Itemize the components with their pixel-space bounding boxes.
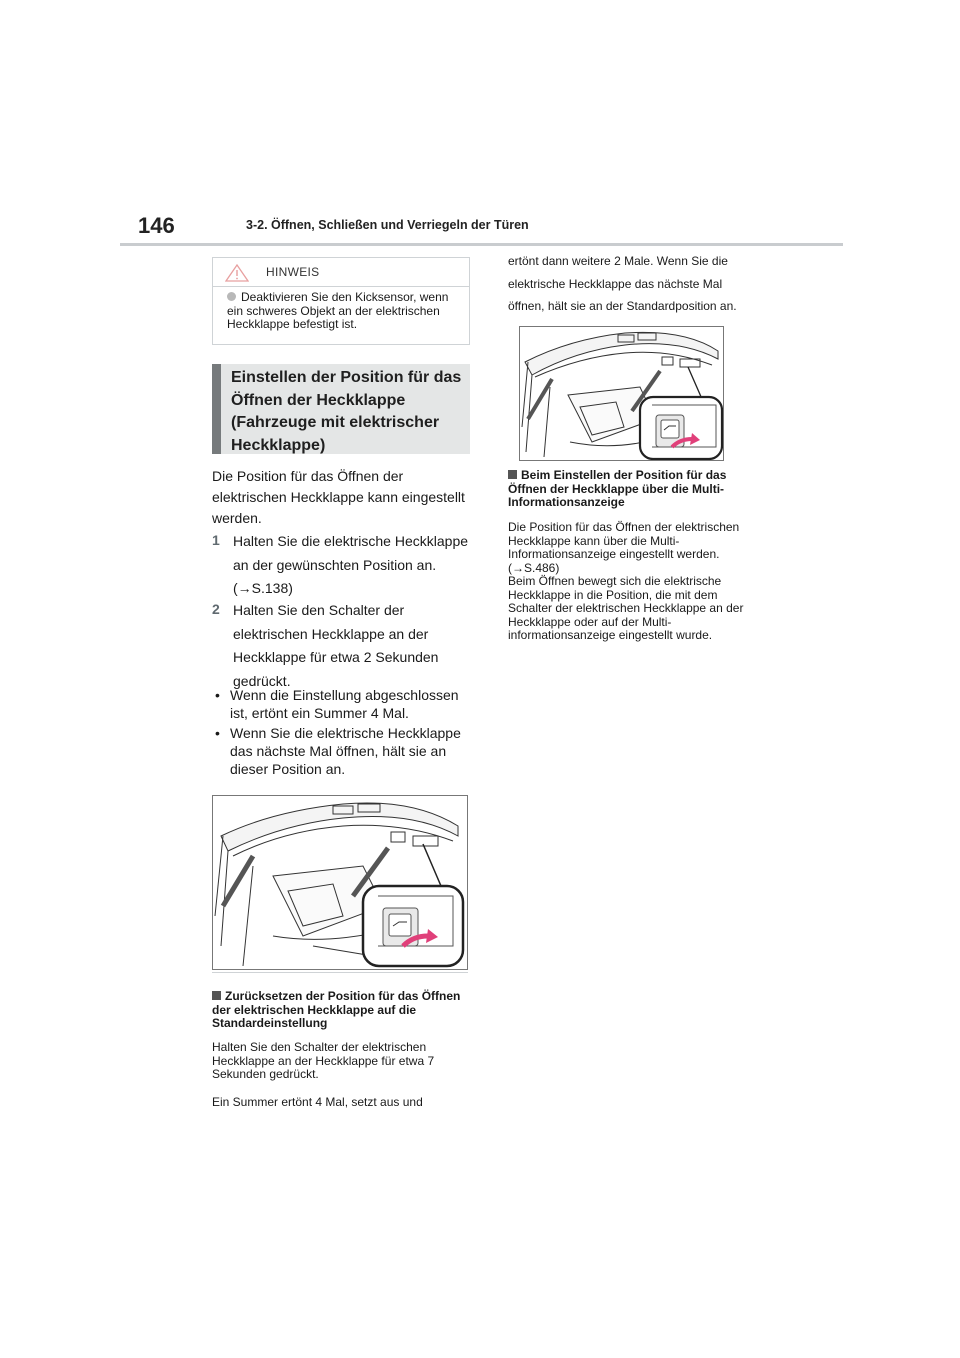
tailgate-illustration xyxy=(212,795,468,970)
header-divider xyxy=(120,243,843,246)
section-heading-box xyxy=(212,364,470,454)
list-item: • Wenn die Einstellung abgeschlossen ist, ertönt ein Summer 4 Mal. xyxy=(215,687,459,721)
square-marker-icon xyxy=(508,470,517,479)
bullet-text: Wenn Sie die elektrische Heckklappe das nächste Mal öffnen, hält sie an dieser Position an. xyxy=(230,725,461,777)
bullet-text: Wenn die Einstellung abgeschlossen ist, ertönt ein Summer 4 Mal. xyxy=(230,687,459,721)
section-title: 3-2. Öffnen, Schließen und Verriegeln der Türen xyxy=(246,218,529,232)
list-item: • Wenn Sie die elektrische Heckklappe das nächste Mal öffnen, hält sie an dieser Position an. xyxy=(215,725,461,777)
reset-heading xyxy=(212,990,474,1031)
multi-info-paragraph-1: Die Position für das Öffnen der elektrischen Heckklappe kann über die Multi-Informationsanzeige eingestellt werden. (→S.486) xyxy=(508,520,740,575)
notice-title: HINWEIS xyxy=(266,265,320,279)
tailgate-illustration-2 xyxy=(519,326,724,461)
result-bullets xyxy=(212,686,472,780)
step-number: 1 xyxy=(212,532,220,548)
tailgate-drawing-2 xyxy=(520,327,724,461)
reset-paragraph-2: Ein Summer ertönt 4 Mal, setzt aus und xyxy=(212,1095,423,1109)
notice-header xyxy=(213,258,469,287)
warning-triangle-icon xyxy=(225,264,249,282)
step-text: Halten Sie die elektrische Heckklappe an der gewünschten Position an. (→S.138) xyxy=(233,533,469,596)
notice-box xyxy=(212,257,470,345)
step-number: 2 xyxy=(212,601,220,617)
multi-info-paragraph-2: Beim Öffnen bewegt sich die elektrische Heckklappe in die Position, die mit dem Schalter der elektrischen Heckklappe an der Heckklappe oder auf der Multi-informationsanzeige eingestellt wurde. xyxy=(508,574,744,642)
multi-info-heading-text: Beim Einstellen der Position für das Öffnen der Heckklappe über die Multi-Informationsanzeige xyxy=(508,468,727,509)
figure-divider xyxy=(212,972,468,973)
step-text: Halten Sie den Schalter der elektrischen Heckklappe an der Heckklappe für etwa 2 Sekunden gedrückt. xyxy=(233,602,439,689)
reset-paragraph-3: ertönt dann weitere 2 Male. Wenn Sie die elektrische Heckklappe das nächste Mal öffnen, hält sie an der Standardposition an. xyxy=(508,254,737,313)
square-marker-icon xyxy=(212,991,221,1000)
page-number: 146 xyxy=(138,213,175,238)
tailgate-drawing xyxy=(213,796,468,970)
notice-body xyxy=(227,291,465,332)
section-heading: Einstellen der Position für das Öffnen der Heckklappe (Fahrzeuge mit elektrischer Heckklappe) xyxy=(231,369,462,454)
notice-text: Deaktivieren Sie den Kicksensor, wenn ein schweres Objekt an der elektrischen Heckklappe befestigt ist. xyxy=(227,290,449,331)
multi-info-heading xyxy=(508,469,748,510)
circle-bullet-icon xyxy=(227,292,236,301)
reset-heading-text: Zurücksetzen der Position für das Öffnen der elektrischen Heckklappe auf die Standardeinstellung xyxy=(212,989,461,1030)
reset-paragraph-1: Halten Sie den Schalter der elektrischen Heckklappe an der Heckklappe für etwa 7 Sekunden gedrückt. xyxy=(212,1040,435,1081)
intro-paragraph: Die Position für das Öffnen der elektrischen Heckklappe kann eingestellt werden. xyxy=(212,468,465,526)
